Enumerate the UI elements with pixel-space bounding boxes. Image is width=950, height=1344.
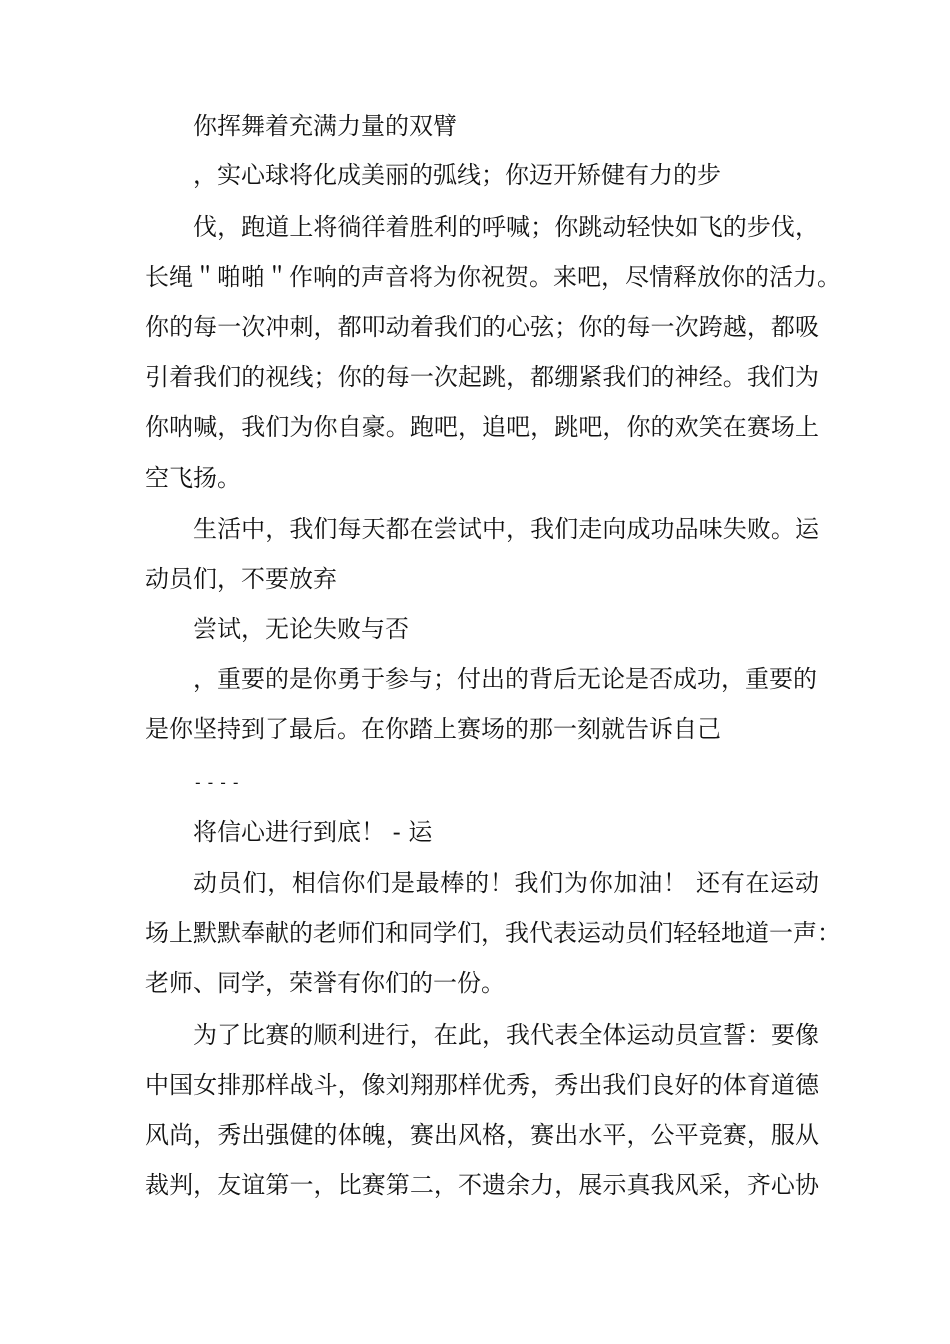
text-line: 老师、同学，荣誉有你们的一份。 — [145, 969, 505, 997]
text-line: 为了比赛的顺利进行，在此，我代表全体运动员宣誓：要像 — [193, 1021, 819, 1049]
text-line: 你挥舞着充满力量的双臂 — [193, 112, 457, 140]
text-line: ，实心球将化成美丽的弧线；你迈开矫健有力的步 — [193, 161, 721, 189]
text-line: ，重要的是你勇于参与；付出的背后无论是否成功，重要的 — [193, 665, 817, 693]
text-line: 裁判，友谊第一，比赛第二，不遗余力，展示真我风采，齐心协 — [145, 1171, 819, 1199]
text-line: 风尚，秀出强健的体魄，赛出风格，赛出水平，公平竞赛，服从 — [145, 1121, 819, 1149]
text-line: 动员们，不要放弃 — [145, 565, 337, 593]
text-line: 中国女排那样战斗，像刘翔那样优秀，秀出我们良好的体育道德 — [145, 1071, 819, 1099]
text-line: 动员们，相信你们是最棒的！我们为你加油！ 还有在运动 — [193, 869, 819, 897]
text-line: 你呐喊，我们为你自豪。跑吧，追吧，跳吧，你的欢笑在赛场上 — [145, 413, 819, 441]
text-line: 长绳＂啪啪＂作响的声音将为你祝贺。来吧，尽情释放你的活力。 — [145, 263, 841, 291]
text-line: 尝试，无论失败与否 — [193, 615, 409, 643]
text-line: 你的每一次冲刺，都叩动着我们的心弦；你的每一次跨越，都吸 — [145, 313, 819, 341]
text-line: 是你坚持到了最后。在你踏上赛场的那一刻就告诉自己 — [145, 715, 721, 743]
text-line: 引着我们的视线；你的每一次起跳，都绷紧我们的神经。我们为 — [145, 363, 819, 391]
dash-separator: ---- — [193, 773, 244, 792]
text-line: 生活中，我们每天都在尝试中，我们走向成功品味失败。运 — [193, 515, 819, 543]
text-line: 将信心进行到底！ - 运 — [193, 818, 433, 846]
text-line: 伐，跑道上将徜徉着胜利的呼喊；你跳动轻快如飞的步伐， — [193, 213, 819, 241]
text-line: 场上默默奉献的老师们和同学们，我代表运动员们轻轻地道一声： — [145, 919, 841, 947]
text-line: 空飞扬。 — [145, 464, 241, 492]
